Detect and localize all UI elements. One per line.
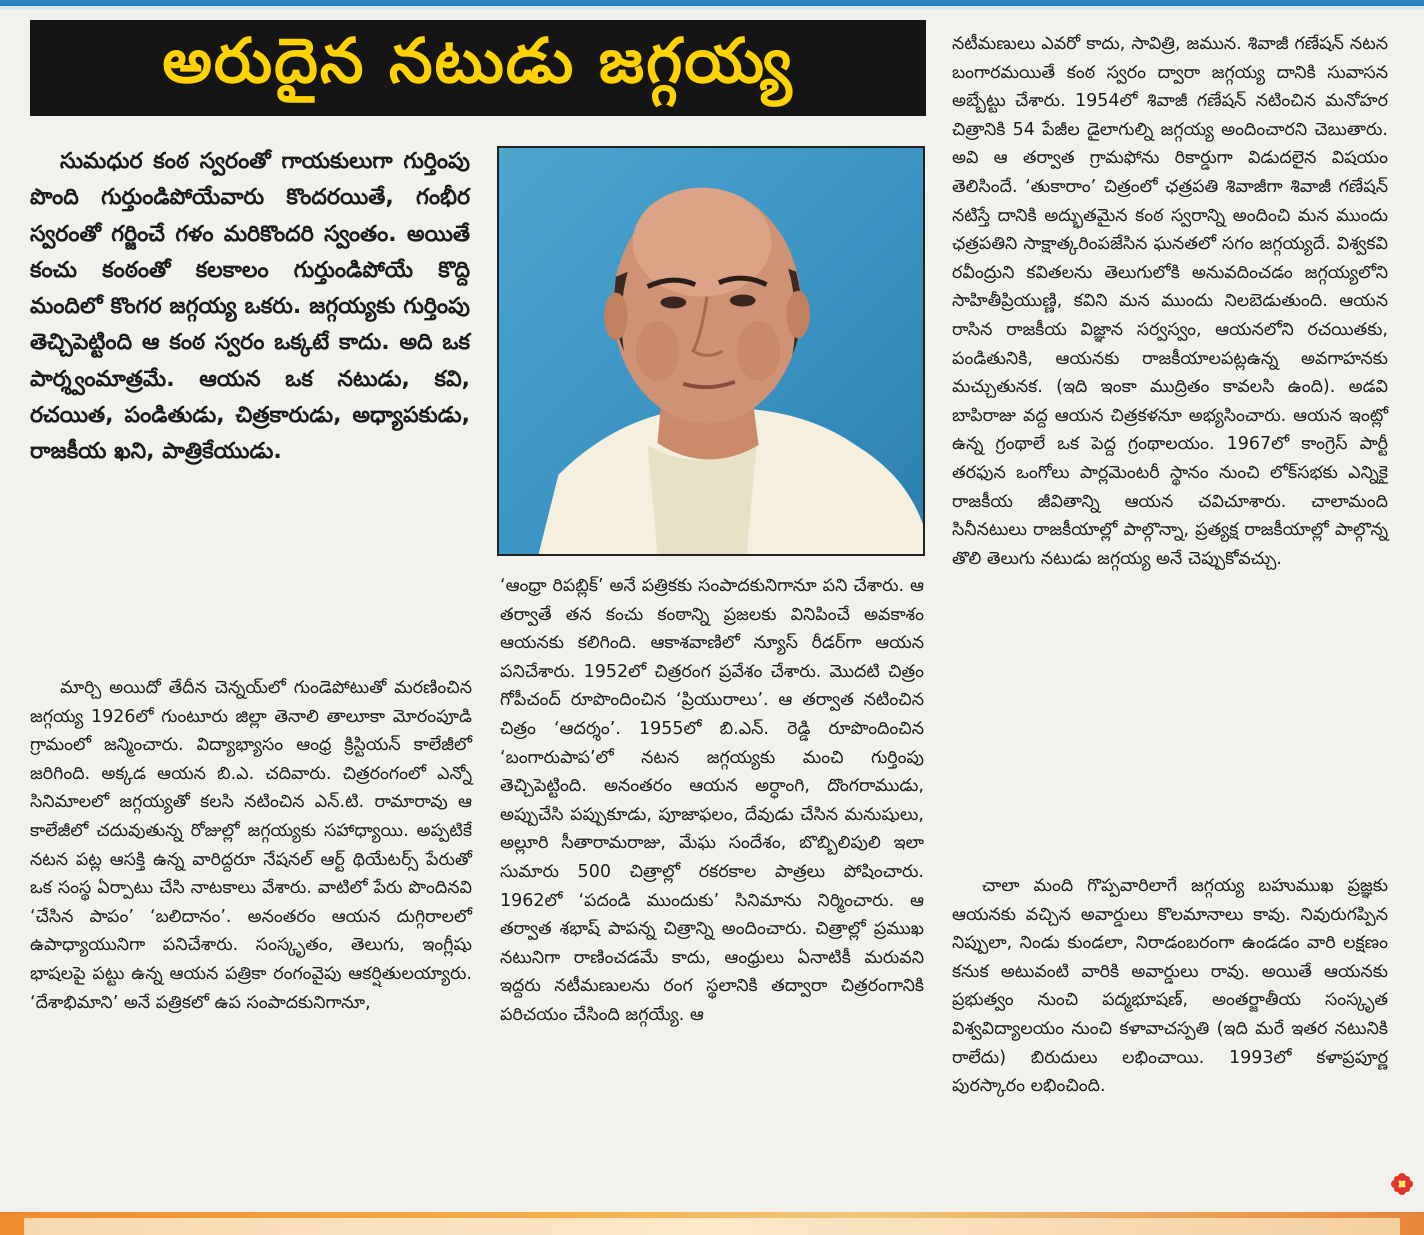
bottom-strip-inner (24, 1218, 1400, 1235)
column-1-body: మార్చి అయిదో తేదీన చెన్నయ్‌లో గుండెపోటుతో మరణించిన జగ్గయ్య 1926లో గుంటూరు జిల్లా తెనాలి తాలూకా మోరంపూడి గ్రామంలో జన్మించారు. విద్యాభ్యాసం ఆంధ్ర క్రిస్టియన్ కాలేజీలో జరిగింది. అక్కడ ఆయన బి.ఎ. చదివారు. చిత్రరంగంలో ఎన్నో సినిమాలలో జగ్గయ్యతో కలసి నటించిన ఎన్.టి. రామారావు ఆ కాలేజీలో చదువుతున్న రోజుల్లో జగ్గయ్యకు సహాధ్యాయి. అప్పటికే నటన పట్ల ఆసక్తి ఉన్న వారిద్దరూ నేషనల్ ఆర్ట్ థియేటర్స్ పేరుతో ఒక సంస్థ ఏర్పాటు చేసి నాటకాలు వేశారు. వాటిలో పేరు పొందినవి ‘చేసిన పాపం’ ‘బలిదానం’. అనంతరం ఆయన దుగ్గిరాలలో ఉపాధ్యాయునిగా పనిచేశారు. సంస్కృతం, తెలుగు, ఇంగ్లీషు భాషలపై పట్టు ఉన్న ఆయన పత్రికా రంగంవైపు ఆకర్షితులయ్యారు. ‘దేశాభిమాని’ అనే పత్రికలో ఉప సంపాదకునిగానూ, (30, 678, 472, 1013)
bottom-color-strip (0, 1212, 1424, 1235)
column-3-final-paragraph: చాలా మంది గొప్పవారిలాగే జగ్గయ్య బహుముఖ ప్రజ్ఞకు ఆయనకు వచ్చిన అవార్డులు కొలమానాలు కావు. నివురుగప్పిన నిప్పులా, నిండు కుండలా, నిరాడంబరంగా ఉండడం వారి లక్షణం కనుక అటువంటి వారికి అవార్డులు రావు. అయితే ఆయనకు ప్రభుత్వం నుంచి పద్మభూషణ్, అంతర్జాతీయ సంస్కృత విశ్వవిద్యాలయం నుంచి కళావాచస్పతి (ఇది మరే ఇతర నటునికి రాలేదు) బిరుదులు లభించాయి. 1993లో కళాప్రపూర్ణ పురస్కారం లభించింది. (952, 876, 1388, 1097)
headline-banner (30, 20, 926, 116)
portrait-photo (497, 146, 925, 556)
column-2-body: ‘ఆంధ్రా రిపబ్లిక్’ అనే పత్రికకు సంపాదకునిగానూ పని చేశారు. ఆ తర్వాతే తన కంచు కంఠాన్ని ప్రజలకు వినిపించే అవకాశం ఆయనకు కలిగింది. ఆకాశవాణిలో న్యూస్ రీడర్‌గా ఆయన పనిచేశారు. 1952లో చిత్రరంగ ప్రవేశం చేశారు. మొదటి చిత్రం గోపీచంద్ రూపొందించిన ‘ప్రియురాలు’. ఆ తర్వాత నటించిన చిత్రం ‘ఆదర్శం’. 1955లో బి.ఎన్. రెడ్డి రూపొందించిన ‘బంగారుపాప’లో నటన జగ్గయ్యకు మంచి గుర్తింపు తెచ్చిపెట్టింది. అనంతరం ఆయన అర్ధాంగి, దొంగరాముడు, అప్పుచేసి పప్పుకూడు, పూజాఫలం, దేవుడు చేసిన మనుషులు, అల్లూరి సీతారామరాజు, మేఘ సందేశం, బొబ్బిలిపులి ఇలా సుమారు 500 చిత్రాల్లో రకరకాల పాత్రలు పోషించారు. 1962లో ‘పదండి ముందుకు’ సినిమాను నిర్మించారు. ఆ తర్వాత శభాష్ పాపన్న చిత్రాన్ని అందించారు. చిత్రాల్లో ప్రముఖ నటునిగా రాణించడమే కాదు, ఆంధ్రులు ఏనాటికీ మరువని ఇద్దరు నటీమణులను రంగ స్థలానికి తద్వారా చిత్రరంగానికి పరిచయం చేసింది జగ్గయ్యే. ఆ (500, 576, 924, 1025)
article-headline: అరుదైన నటుడు జగ్గయ్య (162, 24, 794, 97)
top-color-rule-light (0, 6, 1424, 10)
lead-paragraph: సుమధుర కంఠ స్వరంతో గాయకులుగా గుర్తింపు పొంది గుర్తుండిపోయేవారు కొందరయితే, గంభీర స్వరంతో గర్జించే గళం మరికొందరి స్వంతం. అయితే కంచు కంఠంతో కలకాలం గుర్తుండిపోయే కొద్ది మందిలో కొంగర జగ్గయ్య ఒకరు. జగ్గయ్యకు గుర్తింపు తెచ్చిపెట్టింది ఆ కంఠ స్వరం ఒక్కటే కాదు. అది ఒక పార్శ్వంమాత్రమే. ఆయన ఒక నటుడు, కవి, రచయిత, పండితుడు, చిత్రకారుడు, అధ్యాపకుడు, రాజకీయ ఖని, పాత్రికేయుడు. (30, 149, 470, 465)
column-3-body: నటీమణులు ఎవరో కాదు, సావిత్రి, జమున. శివాజీ గణేషన్ నటన బంగారమయితే కంఠ స్వరం ద్వారా జగ్గయ్య దానికి సువాసన అబ్బేట్టు చేశారు. 1954లో శివాజీ గణేషన్ నటించిన మనోహర చిత్రానికి 54 పేజీల డైలాగుల్ని జగ్గయ్య అందించారని చెబుతారు. అవి ఆ తర్వాత గ్రామఫోను రికార్డుగా విడుదలైన విషయం తెలిసిందే. ‘తుకారాం’ చిత్రంలో ఛత్రపతి శివాజీగా శివాజీ గణేషన్ నటిస్తే దానికి అద్భుతమైన కంఠ స్వరాన్ని అందించి మన ముందు ఛత్రపతిని సాక్షాత్కరింపజేసిన ఘనతలో సగం జగ్గయ్యదే. విశ్వకవి రవీంద్రుని కవితలను తెలుగులోకి అనువదించడం జగ్గయ్యలోని సాహితీప్రియుణ్ణి, కవిని మన ముందు నిలబెడుతుంది. ఆయన రాసిన రాజకీయ విజ్ఞాన సర్వస్వం, ఆయనలోని రచయితకు, పండితునికి, ఆయనకు రాజకీయాలపట్లఉన్న అవగాహనకు మచ్చుతునక. (ఇది ఇంకా ముద్రితం కావలసి ఉంది). అడవి బాపిరాజు వద్ద ఆయన చిత్రకళనూ అభ్యసించారు. ఆయన ఇంట్లో ఉన్న గ్రంథాలే ఒక పెద్ద గ్రంథాలయం. 1967లో కాంగ్రెస్ పార్టీ తరఫున ఒంగోలు పార్లమెంటరీ స్థానం నుంచి లోక్‌సభకు ఎన్నికై రాజకీయ జీవితాన్ని ఆయన చవిచూశారు. చాలామంది సినీనటులు రాజకీయాల్లో పాల్గొన్నా, ప్రత్యక్ష రాజకీయాల్లో పాల్గొన్న తొలి తెలుగు నటుడు జగ్గయ్య అనే చెప్పుకోవచ్చు. (952, 34, 1388, 569)
end-of-article-flower-icon (1390, 1172, 1414, 1196)
portrait-photo-illustration (499, 148, 923, 554)
